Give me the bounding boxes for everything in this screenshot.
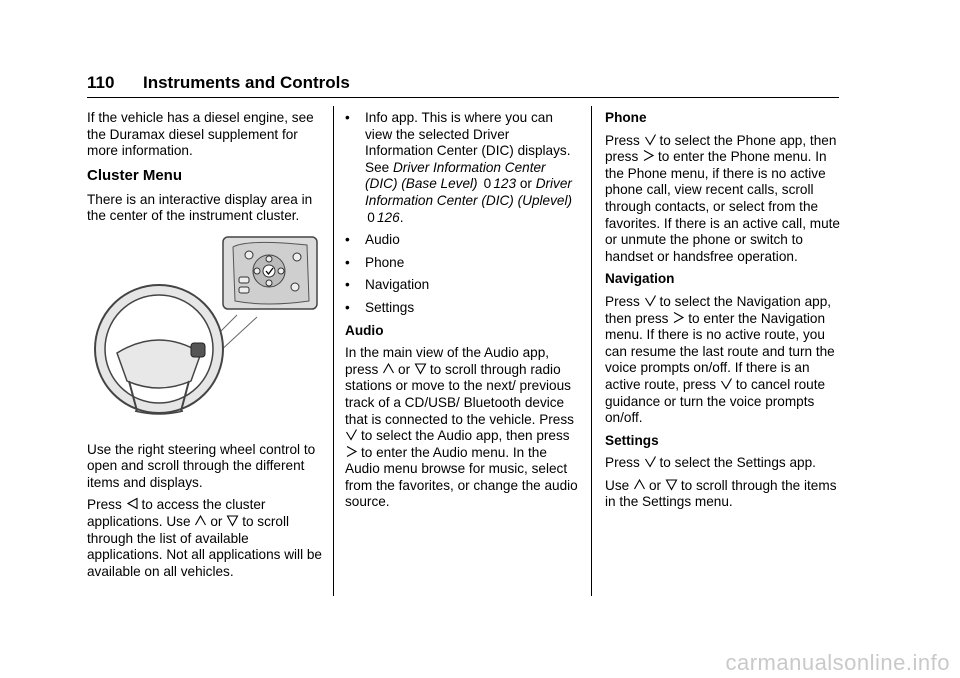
up-arrow-icon — [382, 362, 395, 375]
column-1 — [87, 110, 323, 586]
up-arrow-icon — [194, 514, 207, 527]
cluster-menu-heading: Cluster Menu — [87, 166, 183, 184]
right-arrow-icon — [642, 149, 655, 162]
checkmark-icon — [345, 428, 358, 441]
navigation-heading: Navigation — [605, 271, 675, 287]
cluster-press-text: Press to access the cluster applications. Use or to scroll through the list of available applications. Not all applications will be available on all vehicles. — [87, 497, 322, 579]
phone-text: Press to select the Phone app, then press to enter the Phone menu. In the Phone menu, if there is no active phone call, view recent calls, scroll through contacts, or select from the favorites. If there is an active call, mute or unmute the phone or switch to handset or handsfree operation. — [605, 132, 840, 264]
column-divider-2 — [591, 106, 592, 596]
right-arrow-icon — [345, 445, 358, 458]
right-arrow-icon — [672, 311, 685, 324]
down-arrow-icon — [665, 478, 678, 491]
list-item: • Audio — [345, 232, 400, 248]
checkmark-icon — [644, 455, 657, 468]
settings-heading: Settings — [605, 432, 659, 448]
list-item: • Settings — [345, 299, 415, 315]
audio-heading: Audio — [345, 322, 384, 338]
page-ref-icon: 0 — [483, 176, 492, 192]
triangle-left-icon — [126, 497, 139, 510]
list-item: • Navigation — [345, 277, 430, 293]
watermark: carmanualsonline.info — [725, 650, 950, 675]
settings-text-1: Press to select the Settings app. — [605, 455, 816, 471]
list-item: • Phone — [345, 254, 405, 270]
steering-wheel-figure — [87, 235, 323, 430]
cluster-intro: There is an interactive display area in the center of the instrument cluster. — [87, 191, 313, 224]
column-3 — [605, 110, 841, 517]
page-number: 110 — [87, 73, 115, 92]
audio-text: In the main view of the Audio app, press or to scroll through radio stations or move to the next/ previous track of a CD/USB/ Bluetooth device that is connected to the vehicle. Press to select the Audio app, then press to enter the Audio menu. In the Audio menu browse for music, select from the favorites, or change the audio source. — [345, 345, 578, 510]
dic-base-link[interactable]: Driver Information Center (DIC) (Base Level) — [365, 159, 546, 192]
down-arrow-icon — [414, 362, 427, 375]
dic-uplevel-link[interactable]: Driver Information Center (DIC) (Uplevel) — [365, 176, 572, 208]
list-item-info-app: • Info app. This is where you can view the selected Driver Information Center (DIC) displays. See Driver Information Center (DIC) (Base Level) 0 123 or Driver Information Center (DIC) (Uplevel) 0 126. — [345, 110, 572, 225]
checkmark-icon — [644, 294, 657, 307]
diesel-note: If the vehicle has a diesel engine, see the Duramax diesel supplement for more information. — [87, 110, 314, 159]
column-divider-1 — [333, 106, 334, 596]
section-title: Instruments and Controls — [143, 73, 350, 92]
steering-wheel-illustration — [87, 235, 323, 425]
phone-heading: Phone — [605, 110, 647, 125]
settings-text-2: Use or to scroll through the items in the Settings menu. — [605, 477, 837, 510]
checkmark-icon — [720, 377, 733, 390]
steering-control-text: Use the right steering wheel control to open and scroll through the different items and displays. — [87, 441, 316, 490]
down-arrow-icon — [226, 514, 239, 527]
column-2 — [345, 110, 581, 517]
page-header — [87, 72, 839, 94]
navigation-text: Press to select the Navigation app, then press to enter the Navigation menu. If there is no active route, you can resume the last route and turn the voice prompts on/off. If there is an active route, press to cancel route guidance or turn the voice prompts on/off. — [605, 293, 835, 426]
page-ref-icon: 0 — [367, 209, 375, 225]
header-rule — [87, 97, 839, 98]
checkmark-icon — [644, 133, 657, 146]
up-arrow-icon — [633, 478, 646, 491]
